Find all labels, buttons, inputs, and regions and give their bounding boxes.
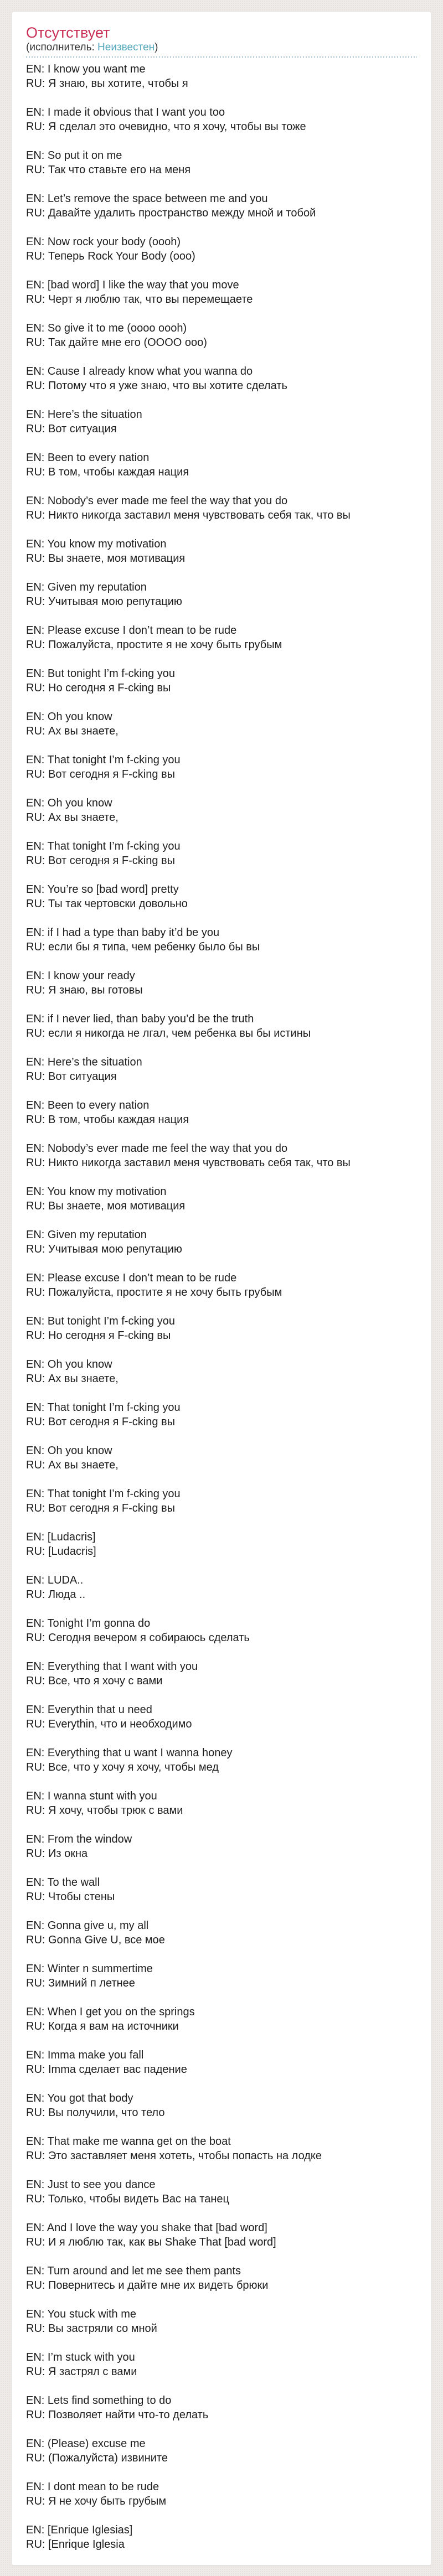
lyrics-list [12, 58, 431, 2565]
lyric-line-ru: RU: если бы я типа, чем ребенку было бы вы [26, 941, 260, 953]
lyric-pair [26, 321, 417, 350]
lyric-line-en: EN: Been to every nation [26, 1099, 150, 1111]
lyric-pair [26, 1659, 417, 1688]
lyric-line-en: EN: Please excuse I don’t mean to be rude [26, 624, 237, 637]
lyric-pair [26, 148, 417, 177]
lyric-line-ru: RU: Так дайте мне его (ОООО ооо) [26, 337, 207, 349]
lyric-line-en: EN: Tonight I’m gonna do [26, 1617, 151, 1630]
lyric-pair [26, 2221, 417, 2249]
lyric-line-en: EN: Winter n summertime [26, 1963, 153, 1975]
lyric-line-ru: RU: Так что ставьте его на меня [26, 164, 191, 176]
lyric-line-ru: RU: Я знаю, вы готовы [26, 984, 143, 996]
lyric-line-ru: RU: Я не хочу быть грубым [26, 2495, 167, 2507]
lyric-line-ru: RU: Вы знаете, моя мотивация [26, 552, 186, 565]
lyric-pair [26, 1357, 417, 1386]
lyric-line-ru: RU: Пожалуйста, простите я не хочу быть грубым [26, 1286, 282, 1299]
lyric-line-ru: RU: Зимний п летнее [26, 1977, 135, 1989]
lyric-line-ru: RU: И я люблю так, как вы Shake That [bad word] [26, 2236, 276, 2248]
lyric-line-en: EN: LUDA.. [26, 1574, 84, 1586]
lyrics-card [12, 12, 431, 2565]
lyric-line-en: EN: if I never lied, than baby you’d be the truth [26, 1013, 254, 1025]
lyric-pair [26, 1228, 417, 1256]
lyric-line-ru: RU: Учитывая мою репутацию [26, 596, 182, 608]
lyric-line-ru: RU: Пожалуйста, простите я не хочу быть грубым [26, 639, 282, 651]
lyric-line-ru: RU: Я сделал это очевидно, что я хочу, чтобы вы тоже [26, 121, 306, 133]
lyric-line-en: EN: Cause I already know what you wanna do [26, 365, 253, 377]
artist-line [26, 42, 417, 54]
lyric-line-ru: RU: [Enrique Iglesia [26, 2538, 125, 2551]
lyric-pair [26, 1184, 417, 1213]
lyric-line-en: EN: Now rock your body (oooh) [26, 236, 181, 248]
lyric-line-ru: RU: Никто никогда заставил меня чувствовать себя так, что вы [26, 1157, 351, 1169]
lyric-pair [26, 1487, 417, 1515]
lyric-line-ru: RU: Ах вы знаете, [26, 1459, 119, 1471]
page-title: Отсутствует [26, 24, 110, 41]
lyric-line-en: EN: You know my motivation [26, 1186, 167, 1198]
lyric-line-ru: RU: Вот сегодня я F-cking вы [26, 768, 176, 780]
lyric-pair [26, 192, 417, 220]
lyric-line-en: EN: Nobody’s ever made me feel the way that you do [26, 495, 288, 507]
lyric-line-ru: RU: Это заставляет меня хотеть, чтобы попасть на лодке [26, 2150, 322, 2162]
lyric-pair [26, 2393, 417, 2422]
lyric-pair [26, 1530, 417, 1559]
lyric-line-ru: RU: Повернитесь и дайте мне их видеть брюки [26, 2279, 269, 2291]
lyric-line-en: EN: Given my reputation [26, 581, 147, 593]
lyric-pair [26, 407, 417, 436]
lyric-line-ru: RU: Вы знаете, моя мотивация [26, 1200, 186, 1212]
lyric-pair [26, 753, 417, 782]
lyric-line-en: EN: Everything that u want I wanna honey [26, 1747, 233, 1759]
lyric-pair [26, 839, 417, 868]
lyric-line-en: EN: But tonight I’m f-cking you [26, 668, 176, 680]
lyric-line-en: EN: Given my reputation [26, 1229, 147, 1241]
lyric-line-ru: RU: если я никогда не лгал, чем ребенка вы бы истины [26, 1027, 311, 1039]
lyric-pair [26, 1832, 417, 1861]
lyric-line-en: EN: That tonight I’m f-cking you [26, 840, 181, 852]
lyric-line-en: EN: Lets find something to do [26, 2394, 172, 2407]
lyric-line-ru: RU: [Ludacris] [26, 1545, 96, 1558]
lyric-pair [26, 105, 417, 134]
lyric-line-en: EN: Nobody’s ever made me feel the way that you do [26, 1142, 288, 1155]
lyric-line-en: EN: [Ludacris] [26, 1531, 96, 1543]
lyric-pair [26, 710, 417, 738]
lyric-line-ru: RU: Вы застряли со мной [26, 2322, 157, 2335]
lyric-line-en: EN: But tonight I’m f-cking you [26, 1315, 176, 1327]
lyric-line-en: EN: That make me wanna get on the boat [26, 2135, 231, 2148]
lyric-pair [26, 1918, 417, 1947]
lyric-line-en: EN: I’m stuck with you [26, 2351, 135, 2363]
lyric-pair [26, 364, 417, 393]
lyric-line-en: EN: Oh you know [26, 797, 112, 809]
lyric-line-ru: RU: Все, что я хочу с вами [26, 1675, 163, 1687]
lyric-pair [26, 2523, 417, 2552]
lyric-line-ru: RU: Everythin, что и необходимо [26, 1718, 192, 1730]
lyric-pair [26, 1444, 417, 1472]
lyric-pair [26, 1875, 417, 1904]
lyric-pair [26, 2350, 417, 2379]
lyric-line-ru: RU: Никто никогда заставил меня чувствовать себя так, что вы [26, 509, 351, 521]
lyric-pair [26, 2048, 417, 2077]
lyric-line-en: EN: From the window [26, 1833, 132, 1845]
lyric-line-en: EN: So put it on me [26, 149, 122, 162]
lyric-pair [26, 62, 417, 91]
lyric-line-ru: RU: Ах вы знаете, [26, 811, 119, 824]
lyric-pair [26, 882, 417, 911]
lyric-pair [26, 1616, 417, 1645]
lyric-line-ru: RU: Вот сегодня я F-cking вы [26, 1416, 176, 1428]
lyric-pair [26, 235, 417, 263]
lyric-line-ru: RU: Imma сделает вас падение [26, 2063, 187, 2076]
lyric-line-ru: RU: Gonna Give U, все мое [26, 1934, 165, 1946]
lyric-line-en: EN: You’re so [bad word] pretty [26, 883, 179, 896]
lyric-pair [26, 537, 417, 566]
lyric-line-ru: RU: Из окна [26, 1848, 88, 1860]
lyric-line-ru: RU: Потому что я уже знаю, что вы хотите сделать [26, 380, 287, 392]
lyric-line-ru: RU: Вот сегодня я F-cking вы [26, 1502, 176, 1514]
lyric-line-en: EN: Please excuse I don’t mean to be rude [26, 1272, 237, 1284]
artist-suffix: ) [154, 42, 158, 53]
lyric-pair [26, 2437, 417, 2465]
lyric-pair [26, 2177, 417, 2206]
lyric-line-ru: RU: Я застрял с вами [26, 2366, 137, 2378]
lyric-pair [26, 2307, 417, 2336]
lyric-line-ru: RU: Черт я люблю так, что вы перемещаете [26, 293, 253, 306]
lyric-line-en: EN: You stuck with me [26, 2308, 136, 2320]
lyric-line-en: EN: [Enrique Iglesias] [26, 2524, 133, 2536]
lyric-pair [26, 1012, 417, 1041]
lyric-line-ru: RU: Ах вы знаете, [26, 725, 119, 737]
lyric-pair [26, 1789, 417, 1818]
lyric-line-ru: RU: Теперь Rock Your Body (ooo) [26, 250, 195, 262]
lyric-line-en: EN: To the wall [26, 1876, 100, 1889]
lyric-line-ru: RU: Вы получили, что тело [26, 2107, 165, 2119]
lyric-line-en: EN: You know my motivation [26, 538, 167, 550]
lyric-pair [26, 451, 417, 479]
lyric-line-en: EN: Imma make you fall [26, 2049, 144, 2061]
lyric-pair [26, 2134, 417, 2163]
lyric-line-en: EN: I dont mean to be rude [26, 2481, 159, 2493]
lyric-line-en: EN: You got that body [26, 2092, 133, 2104]
lyric-line-ru: RU: Но сегодня я F-cking вы [26, 1330, 171, 1342]
lyric-pair [26, 1746, 417, 1775]
lyric-line-ru: RU: Вот ситуация [26, 1070, 117, 1083]
lyric-line-ru: RU: Позволяет найти что-то делать [26, 2409, 209, 2421]
lyric-line-en: EN: I made it obvious that I want you too [26, 106, 225, 118]
page-header [12, 12, 431, 54]
lyric-pair [26, 580, 417, 609]
lyric-line-en: EN: I wanna stunt with you [26, 1790, 157, 1802]
lyric-line-en: EN: So give it to me (oooo oooh) [26, 322, 187, 334]
lyric-pair [26, 969, 417, 997]
lyric-line-ru: RU: (Пожалуйста) извините [26, 2452, 168, 2464]
lyric-line-ru: RU: Ах вы знаете, [26, 1373, 119, 1385]
lyric-pair [26, 494, 417, 523]
lyric-line-ru: RU: Только, чтобы видеть Вас на танец [26, 2193, 229, 2205]
lyric-pair [26, 2264, 417, 2293]
lyric-line-en: EN: Everythin that u need [26, 1704, 152, 1716]
lyric-pair [26, 925, 417, 954]
lyric-line-ru: RU: Ты так чертовски довольно [26, 898, 188, 910]
lyric-pair [26, 1098, 417, 1127]
artist-link[interactable]: Неизвестен [97, 42, 155, 53]
lyric-pair [26, 1271, 417, 1300]
lyric-line-ru: RU: Сегодня вечером я собираюсь сделать [26, 1632, 250, 1644]
lyric-line-en: EN: I know you want me [26, 63, 146, 75]
lyric-line-ru: RU: Вот сегодня я F-cking вы [26, 855, 176, 867]
lyric-line-en: EN: Here’s the situation [26, 1056, 142, 1068]
lyric-pair [26, 1141, 417, 1170]
lyric-line-en: EN: That tonight I’m f-cking you [26, 1401, 181, 1414]
lyric-pair [26, 1962, 417, 1990]
lyric-line-ru: RU: Когда я вам на источники [26, 2020, 179, 2032]
lyric-line-ru: RU: Но сегодня я F-cking вы [26, 682, 171, 694]
artist-prefix: (исполнитель: [26, 42, 98, 53]
lyric-line-ru: RU: Люда .. [26, 1589, 86, 1601]
lyric-pair [26, 1314, 417, 1343]
lyric-line-ru: RU: Я хочу, чтобы трюк с вами [26, 1804, 183, 1817]
lyric-line-en: EN: Oh you know [26, 1358, 112, 1370]
lyric-line-en: EN: When I get you on the springs [26, 2006, 195, 2018]
lyric-line-ru: RU: Вот ситуация [26, 423, 117, 435]
lyric-pair [26, 278, 417, 307]
lyric-pair [26, 623, 417, 652]
lyric-line-en: EN: (Please) excuse me [26, 2438, 146, 2450]
lyric-line-en: EN: Just to see you dance [26, 2179, 156, 2191]
lyric-line-en: EN: I know your ready [26, 970, 135, 982]
lyric-pair [26, 796, 417, 825]
lyric-line-ru: RU: Учитывая мою репутацию [26, 1243, 182, 1255]
lyric-line-ru: RU: Все, что у хочу я хочу, чтобы мед [26, 1761, 219, 1773]
lyric-pair [26, 1055, 417, 1084]
lyric-line-en: EN: Here’s the situation [26, 408, 142, 421]
lyric-pair [26, 1573, 417, 1602]
lyric-pair [26, 666, 417, 695]
lyric-line-en: EN: Oh you know [26, 711, 112, 723]
lyric-line-en: EN: And I love the way you shake that [bad word] [26, 2222, 267, 2234]
lyric-line-en: EN: [bad word] I like the way that you move [26, 279, 239, 291]
lyric-line-ru: RU: Чтобы стены [26, 1891, 115, 1903]
lyric-pair [26, 1400, 417, 1429]
lyric-line-ru: RU: Я знаю, вы хотите, чтобы я [26, 77, 188, 90]
lyric-line-en: EN: That tonight I’m f-cking you [26, 1488, 181, 1500]
lyric-line-en: EN: if I had a type than baby it’d be you [26, 927, 220, 939]
lyric-line-en: EN: Been to every nation [26, 452, 150, 464]
lyric-line-ru: RU: Давайте удалить пространство между мной и тобой [26, 207, 316, 219]
lyric-line-en: EN: Gonna give u, my all [26, 1920, 149, 1932]
lyric-line-ru: RU: В том, чтобы каждая нация [26, 466, 189, 478]
lyric-pair [26, 2091, 417, 2120]
lyric-line-en: EN: That tonight I’m f-cking you [26, 754, 181, 766]
lyric-line-en: EN: Oh you know [26, 1445, 112, 1457]
lyric-pair [26, 2480, 417, 2508]
lyric-line-en: EN: Everything that I want with you [26, 1661, 198, 1673]
lyric-pair [26, 2005, 417, 2034]
lyric-pair [26, 1703, 417, 1731]
lyric-line-en: EN: Let’s remove the space between me and you [26, 193, 268, 205]
lyric-line-ru: RU: В том, чтобы каждая нация [26, 1114, 189, 1126]
lyric-line-en: EN: Turn around and let me see them pants [26, 2265, 241, 2277]
